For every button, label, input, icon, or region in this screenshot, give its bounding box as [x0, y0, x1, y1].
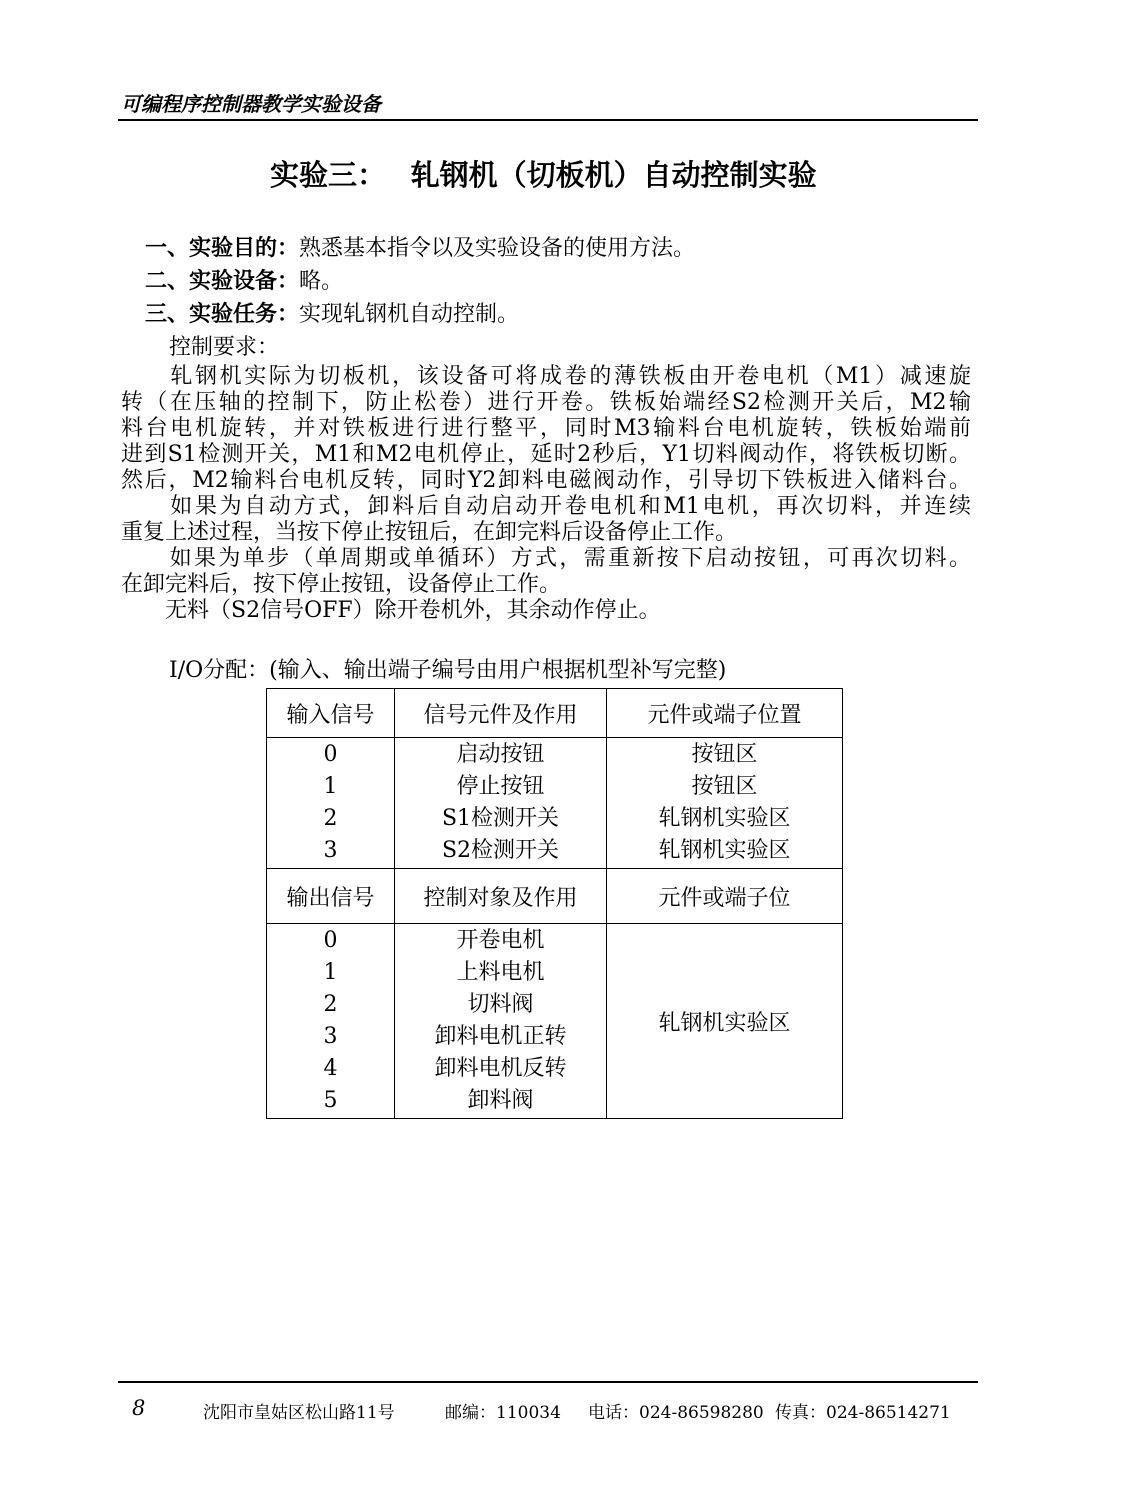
paragraph-line: 在卸完料后，按下停止按钮，设备停止工作。 [121, 572, 562, 597]
io-cell: 按钮区 [691, 774, 758, 799]
io-output-location: 轧钢机实验区 [607, 924, 843, 1119]
io-table [266, 688, 843, 1119]
io-cell: 轧钢机实验区 [658, 838, 791, 863]
io-cell: 停止按钮 [456, 774, 545, 799]
paragraph-line: 重复上述过程，当按下停止按钮后，在卸完料后设备停止工作。 [121, 520, 738, 545]
io-output-objects [395, 924, 607, 1119]
io-cell: 4 [323, 1056, 338, 1081]
io-header-cell: 输出信号 [267, 869, 395, 924]
io-header-cell: 信号元件及作用 [395, 689, 607, 738]
io-cell: S1检测开关 [441, 806, 560, 831]
page-number: 8 [132, 1396, 146, 1420]
io-cell: 按钮区 [691, 742, 758, 767]
io-output-body-row [267, 924, 843, 1119]
io-input-locations [607, 738, 843, 869]
io-label: I/O分配：(输入、输出端子编号由用户根据机型补写完整) [169, 658, 727, 683]
footer-phone: 电话：024-86598280 [588, 1403, 764, 1423]
section-purpose [145, 236, 695, 262]
io-input-elements [395, 738, 607, 869]
section-label: 一、实验目的： [145, 236, 300, 261]
paragraph-line: 如果为自动方式，卸料后自动启动开卷电机和M1电机，再次切料，并连续 [121, 494, 971, 519]
io-header-cell: 元件或端子位 [607, 869, 843, 924]
io-output-header-row [267, 869, 843, 924]
footer-address: 沈阳市皇姑区松山路11号 [203, 1403, 395, 1423]
io-input-signals [267, 738, 395, 869]
section-text: 实现轧钢机自动控制。 [299, 302, 520, 327]
io-cell: 0 [323, 928, 338, 953]
io-cell: 卸料电机反转 [434, 1056, 567, 1081]
header-rule [118, 119, 978, 121]
io-cell: 上料电机 [456, 960, 545, 985]
io-cell: 启动按钮 [456, 742, 545, 767]
page-title: 实验三： 轧钢机（切板机）自动控制实验 [270, 158, 817, 192]
paragraph-line: 转（在压轴的控制下，防止松卷）进行开卷。铁板始端经S2检测开关后，M2输 [121, 390, 971, 415]
header-title: 可编程序控制器教学实验设备 [121, 92, 381, 116]
io-cell: 切料阀 [467, 992, 534, 1017]
io-cell: 开卷电机 [456, 928, 545, 953]
io-header-cell: 控制对象及作用 [395, 869, 607, 924]
section-label: 三、实验任务： [145, 302, 300, 327]
io-header-cell: 元件或端子位置 [607, 689, 843, 738]
section-task [145, 302, 519, 328]
paragraph-line: 料台电机旋转，并对铁板进行进行整平，同时M3输料台电机旋转，铁板始端前 [121, 416, 971, 441]
io-header-cell: 输入信号 [267, 689, 395, 738]
io-cell: 3 [323, 1024, 338, 1049]
io-cell: 1 [323, 774, 338, 799]
io-cell: 2 [323, 806, 338, 831]
footer-postcode: 邮编：110034 [445, 1403, 561, 1423]
section-text: 略。 [299, 269, 344, 294]
io-cell: 0 [323, 742, 338, 767]
section-label: 二、实验设备： [145, 269, 300, 294]
io-output-signals [267, 924, 395, 1119]
io-cell: 卸料阀 [467, 1088, 534, 1113]
paragraph-line: 进到S1检测开关，M1和M2电机停止，延时2秒后，Y1切料阀动作，将铁板切断。 [121, 442, 971, 467]
paragraph-line: 无料（S2信号OFF）除开卷机外，其余动作停止。 [121, 598, 661, 623]
io-input-body-row [267, 738, 843, 869]
paragraph-line: 轧钢机实际为切板机，该设备可将成卷的薄铁板由开卷电机（M1）减速旋 [121, 364, 971, 389]
io-cell: 卸料电机正转 [434, 1024, 567, 1049]
io-cell: 1 [323, 960, 338, 985]
io-input-header-row [267, 689, 843, 738]
io-cell: S2检测开关 [441, 838, 560, 863]
io-cell: 3 [323, 838, 338, 863]
io-cell: 轧钢机实验区 [658, 806, 791, 831]
section-equipment [145, 269, 343, 295]
paragraph-line: 如果为单步（单周期或单循环）方式，需重新按下启动按钮，可再次切料。 [121, 546, 971, 571]
section-text: 熟悉基本指令以及实验设备的使用方法。 [299, 236, 696, 261]
requirements-label: 控制要求： [169, 335, 280, 360]
footer-rule [118, 1381, 978, 1383]
paragraph-line: 然后，M2输料台电机反转，同时Y2卸料电磁阀动作，引导切下铁板进入储料台。 [121, 468, 971, 493]
io-cell: 2 [323, 992, 338, 1017]
footer-fax: 传真：024-86514271 [775, 1403, 951, 1423]
io-cell: 5 [323, 1088, 338, 1113]
